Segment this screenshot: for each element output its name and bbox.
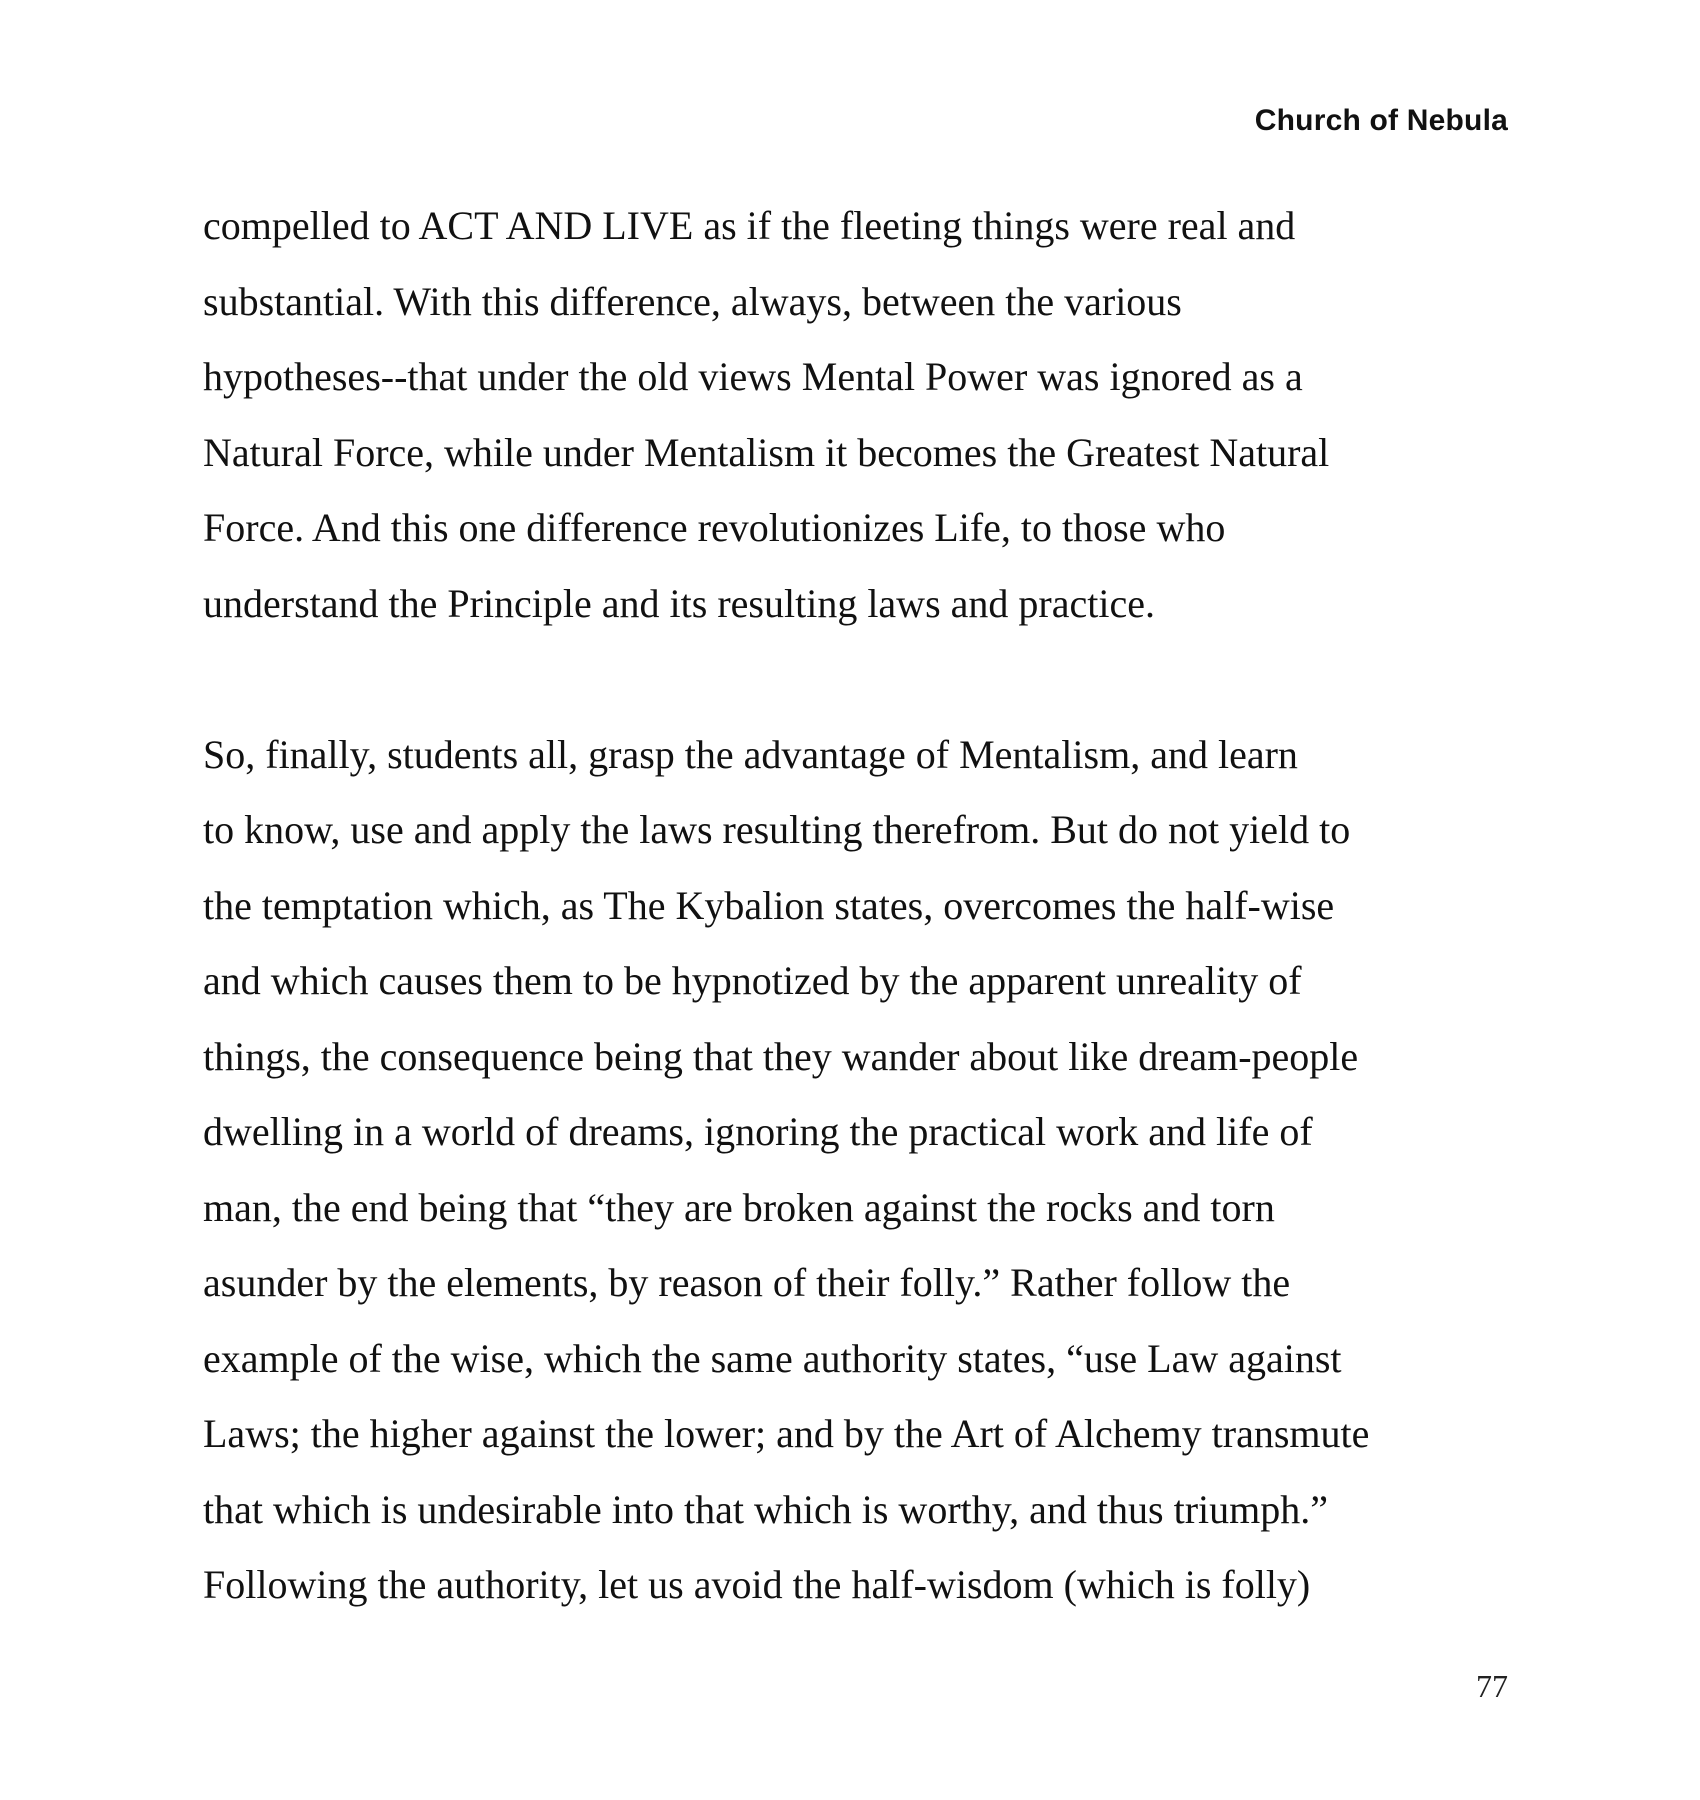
text-line: compelled to ACT AND LIVE as if the fleeting things were real and — [203, 203, 1296, 248]
running-header: Church of Nebula — [1254, 104, 1508, 137]
text-line: hypotheses--that under the old views Mental Power was ignored as a — [203, 354, 1303, 399]
text-line: asunder by the elements, by reason of their folly.” Rather follow the — [203, 1260, 1291, 1305]
text-line: Natural Force, while under Mentalism it becomes the Greatest Natural — [203, 429, 1330, 475]
text-line: Following the authority, let us avoid the half-wisdom (which is folly) — [203, 1562, 1311, 1607]
text-line: substantial. With this difference, always, between the various — [203, 278, 1182, 324]
text-line: Laws; the higher against the lower; and by the Art of Alchemy transmute — [203, 1411, 1370, 1456]
text-line: things, the consequence being that they wander about like dream-people — [203, 1033, 1359, 1079]
paragraph — [203, 717, 1533, 1623]
text-line: to know, use and apply the laws resulting therefrom. But do not yield to — [203, 807, 1351, 852]
text-line: that which is undesirable into that which is worthy, and thus triumph.” — [203, 1486, 1328, 1532]
body-text — [203, 188, 1533, 1623]
paragraph — [203, 188, 1533, 641]
text-line: the temptation which, as The Kybalion states, overcomes the half-wise — [203, 882, 1335, 928]
text-line: man, the end being that “they are broken against the rocks and torn — [203, 1184, 1275, 1230]
text-line: and which causes them to be hypnotized by the apparent unreality of — [203, 958, 1302, 1003]
text-line: dwelling in a world of dreams, ignoring the practical work and life of — [203, 1109, 1313, 1154]
text-line: understand the Principle and its resulting laws and practice. — [203, 580, 1155, 626]
text-line: So, finally, students all, grasp the advantage of Mentalism, and learn — [203, 731, 1298, 777]
text-line: example of the wise, which the same authority states, “use Law against — [203, 1335, 1342, 1381]
paragraph-gap — [203, 641, 1533, 717]
page-number: 77 — [1476, 1668, 1508, 1704]
text-line: Force. And this one difference revolutionizes Life, to those who — [203, 505, 1226, 550]
